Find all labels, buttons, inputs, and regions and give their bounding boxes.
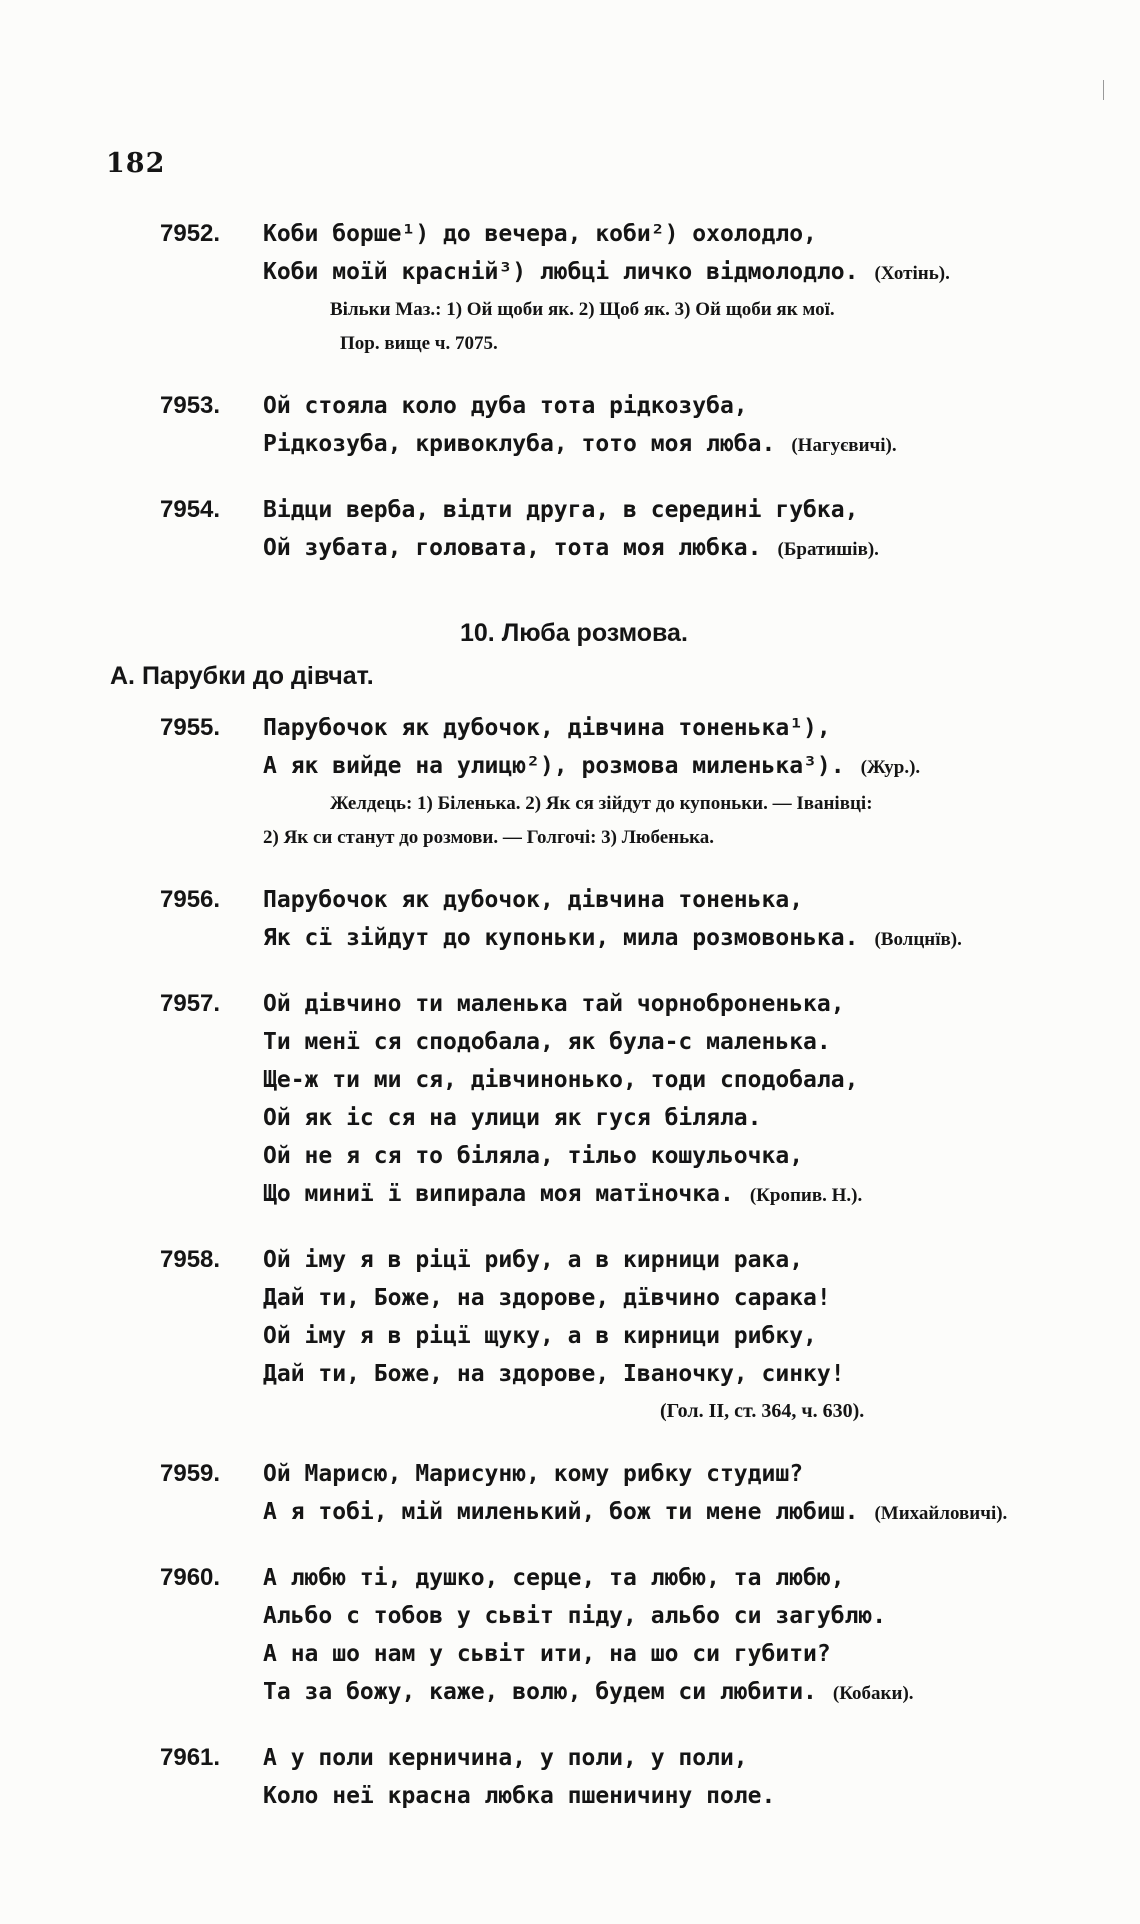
verse-line: Відци верба, відти друга, в середині губка,: [263, 497, 859, 523]
verse-line: Альбо с тобов у сьвіт піду, альбо си загублю.: [263, 1603, 887, 1629]
verse-number: 7959.: [160, 1460, 221, 1487]
entries-bottom: [0, 709, 1140, 1815]
verse-line: Дай ти, Боже, на здорове, дївчино сарака!: [263, 1285, 831, 1311]
verse-source: (Хотінь).: [874, 263, 950, 284]
verse-lines: [263, 387, 1140, 465]
verse-source: (Гол. II, ст. 364, ч. 630).: [660, 1400, 865, 1422]
verse-lines: [263, 1559, 1140, 1713]
verse-lines: [263, 1739, 1140, 1815]
verse-line: Коби борше¹) до вечера, коби²) охолодло,: [263, 221, 817, 247]
verse-number: 7957.: [160, 990, 221, 1017]
verse-line: Ой не я ся то біляла, тільо кошульочка,: [263, 1143, 804, 1169]
verse-entry: [0, 215, 1140, 361]
verse-line: А у поли керничина, у поли, у поли,: [263, 1745, 748, 1771]
variant-note: Вільки Маз.: 1) Ой щоби як. 2) Щоб як. 3) Ой щоби як мої.: [330, 299, 835, 320]
subsection-title: А. Парубки до дівчат.: [110, 662, 374, 690]
verse-number: 7955.: [160, 714, 221, 741]
section-title: 10. Люба розмова.: [460, 619, 688, 647]
verse-source: (Нагуєвичі).: [791, 435, 897, 456]
verse-lines: [263, 1455, 1140, 1533]
verse-entry: [0, 387, 1140, 465]
variant-note: 2) Як си станут до розмови. — Голгочі: 3) Любенька.: [263, 827, 715, 848]
verse-lines: [263, 881, 1140, 959]
verse-line: Що миниї ї випирала моя матїночка. (Кропив. Н.).: [263, 1181, 863, 1207]
verse-source: (Михайловичі).: [874, 1503, 1008, 1524]
verse-line: Ой як іс ся на улици як гуся біляла.: [263, 1105, 762, 1131]
verse-entry: [0, 985, 1140, 1215]
verse-line: Ой зубата, головата, тота моя любка. (Братишів).: [263, 535, 879, 561]
verse-line: Та за божу, каже, волю, будем си любити. (Кобаки).: [263, 1679, 914, 1705]
verse-entry: [0, 881, 1140, 959]
verse-line: Парубочок як дубочок, дівчина тоненька,: [263, 887, 804, 913]
verse-source: (Жур.).: [860, 757, 921, 778]
verse-line: Рідкозуба, кривоклуба, тото моя люба. (Нагуєвичі).: [263, 431, 897, 457]
verse-number: 7956.: [160, 886, 221, 913]
verse-number: 7961.: [160, 1744, 221, 1771]
page-content: [0, 215, 1140, 1841]
verse-lines: [263, 985, 1140, 1215]
entries-top: [0, 215, 1140, 569]
verse-line: А як вийде на улицю²), розмова миленька³). (Жур.).: [263, 753, 921, 779]
verse-source: (Волцнїв).: [874, 929, 962, 950]
page-number: 182: [106, 148, 166, 179]
verse-line: Ой Марисю, Марисуню, кому рибку студиш?: [263, 1461, 804, 1487]
verse-entry: [0, 491, 1140, 569]
verse-line: А любю ті, душко, серце, та любю, та любю,: [263, 1565, 845, 1591]
variant-note: Желдець: 1) Біленька. 2) Як ся зійдут до купоньки. — Іванівці:: [330, 793, 873, 814]
verse-entry: [0, 709, 1140, 855]
verse-line: Ти менї ся сподобала, як була-с маленька.: [263, 1029, 831, 1055]
verse-source: (Кропив. Н.).: [749, 1185, 863, 1206]
verse-line: А на шо нам у сьвіт ити, на шо си губити?: [263, 1641, 831, 1667]
verse-line: Коби моїй красній³) любці личко відмолодло. (Хотінь).: [263, 259, 950, 285]
verse-lines: [263, 709, 1140, 787]
verse-entry: [0, 1241, 1140, 1429]
verse-line: Як сї зійдут до купоньки, мила розмовонька. (Волцнїв).: [263, 925, 962, 951]
verse-entry: [0, 1739, 1140, 1815]
verse-number: 7960.: [160, 1564, 221, 1591]
verse-line: Ой іму я в ріцї рибу, а в кирници рака,: [263, 1247, 804, 1273]
verse-line: Ой дівчино ти маленька тай чорноброненька,: [263, 991, 845, 1017]
verse-line: Ой іму я в ріцї щуку, а в кирници рибку,: [263, 1323, 817, 1349]
verse-number: 7954.: [160, 496, 221, 523]
verse-line: Коло неї красна любка пшеничину поле.: [263, 1783, 776, 1809]
verse-lines: [263, 491, 1140, 569]
variant-note: Пор. вище ч. 7075.: [340, 333, 498, 354]
verse-line: Ой стояла коло дуба тота рідкозуба,: [263, 393, 748, 419]
verse-line: Ще-ж ти ми ся, дівчинонько, тоди сподобала,: [263, 1067, 859, 1093]
verse-lines: [263, 215, 1140, 293]
verse-line: Парубочок як дубочок, дівчина тоненька¹),: [263, 715, 831, 741]
verse-entry: [0, 1455, 1140, 1533]
verse-source: (Братишів).: [777, 539, 879, 560]
verse-source: (Кобаки).: [832, 1683, 914, 1704]
verse-number: 7952.: [160, 220, 221, 247]
verse-entry: [0, 1559, 1140, 1713]
verse-number: 7958.: [160, 1246, 221, 1273]
margin-rule: [1103, 80, 1104, 100]
verse-line: А я тобі, мій миленький, бож ти мене любиш. (Михайловичі).: [263, 1499, 1008, 1525]
verse-number: 7953.: [160, 392, 221, 419]
verse-lines: [263, 1241, 1140, 1393]
verse-line: Дай ти, Боже, на здорове, Іваночку, синку!: [263, 1361, 845, 1387]
